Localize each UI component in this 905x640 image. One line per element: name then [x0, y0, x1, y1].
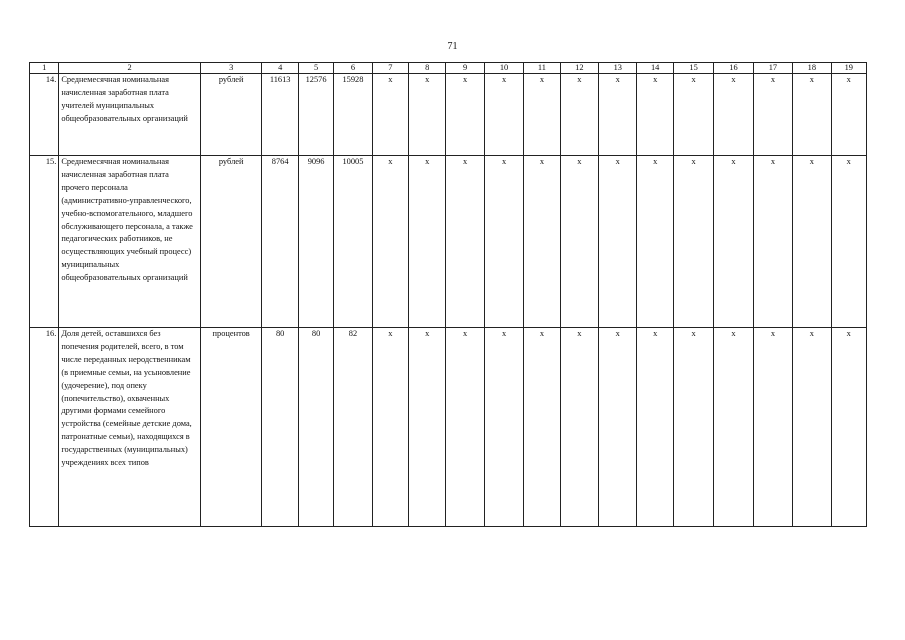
x-cell: x: [372, 74, 408, 156]
x-cell: x: [484, 328, 523, 527]
x-cell: x: [714, 328, 753, 527]
x-cell: x: [599, 328, 637, 527]
x-cell: x: [446, 74, 484, 156]
x-cell: x: [372, 328, 408, 527]
x-cell: x: [409, 328, 446, 527]
page-number: 71: [447, 41, 458, 52]
x-cell: x: [753, 74, 792, 156]
x-cell: x: [831, 156, 866, 328]
table-row: [30, 328, 867, 527]
x-cell: x: [753, 328, 792, 527]
x-cell: x: [599, 156, 637, 328]
table-row: [30, 156, 867, 328]
value-cell: 12576: [298, 74, 333, 156]
col-header-5: 5: [298, 63, 333, 74]
value-cell: 82: [334, 328, 372, 527]
x-cell: x: [637, 74, 673, 156]
col-header-7: 7: [372, 63, 408, 74]
value-cell: 10005: [334, 156, 372, 328]
indicator-name: Среднемесячная номинальная начисленная заработная плата учителей муниципальных общеобразовательных организаций: [59, 74, 201, 156]
col-header-9: 9: [446, 63, 484, 74]
value-cell: 80: [298, 328, 333, 527]
col-header-17: 17: [753, 63, 792, 74]
col-header-1: 1: [30, 63, 59, 74]
value-cell: 8764: [262, 156, 298, 328]
x-cell: x: [673, 74, 713, 156]
col-header-4: 4: [262, 63, 298, 74]
x-cell: x: [484, 156, 523, 328]
x-cell: x: [484, 74, 523, 156]
col-header-15: 15: [673, 63, 713, 74]
x-cell: x: [524, 328, 560, 527]
col-header-14: 14: [637, 63, 673, 74]
unit-cell: рублей: [200, 156, 262, 328]
value-cell: 11613: [262, 74, 298, 156]
x-cell: x: [793, 156, 831, 328]
col-header-18: 18: [793, 63, 831, 74]
x-cell: x: [831, 74, 866, 156]
x-cell: x: [409, 156, 446, 328]
value-cell: 15928: [334, 74, 372, 156]
x-cell: x: [560, 156, 598, 328]
col-header-3: 3: [200, 63, 262, 74]
x-cell: x: [714, 74, 753, 156]
value-cell: 9096: [298, 156, 333, 328]
x-cell: x: [637, 156, 673, 328]
col-header-19: 19: [831, 63, 866, 74]
x-cell: x: [673, 156, 713, 328]
indicator-name: Среднемесячная номинальная начисленная заработная плата прочего персонала (административно-управленческого, учебно-вспомогательного, младшего обслуживающего персонала, а также педагогических работников, не осуществляющих учебный процесс) муниципальных общеобразовательных организаций: [59, 156, 201, 328]
x-cell: x: [793, 74, 831, 156]
table-row: [30, 74, 867, 156]
col-header-11: 11: [524, 63, 560, 74]
x-cell: x: [560, 328, 598, 527]
x-cell: x: [637, 328, 673, 527]
x-cell: x: [673, 328, 713, 527]
col-header-8: 8: [409, 63, 446, 74]
unit-cell: рублей: [200, 74, 262, 156]
row-number: 16.: [30, 328, 59, 527]
col-header-10: 10: [484, 63, 523, 74]
header-row: [30, 63, 867, 74]
col-header-13: 13: [599, 63, 637, 74]
row-number: 14.: [30, 74, 59, 156]
col-header-6: 6: [334, 63, 372, 74]
x-cell: x: [524, 74, 560, 156]
col-header-16: 16: [714, 63, 753, 74]
x-cell: x: [599, 74, 637, 156]
col-header-2: 2: [59, 63, 201, 74]
x-cell: x: [714, 156, 753, 328]
x-cell: x: [753, 156, 792, 328]
x-cell: x: [524, 156, 560, 328]
col-header-12: 12: [560, 63, 598, 74]
row-number: 15.: [30, 156, 59, 328]
x-cell: x: [831, 328, 866, 527]
unit-cell: процентов: [200, 328, 262, 527]
indicator-name: Доля детей, оставшихся без попечения родителей, всего, в том числе переданных неродственникам (в приемные семьи, на усыновление (удочерение), под опеку (попечительство), охваченных другими формами семейного устройства (семейные детские дома, патронатные семьи), находящихся в государственных (муниципальных) учреждениях всех типов: [59, 328, 201, 527]
data-table: [29, 62, 867, 527]
x-cell: x: [446, 328, 484, 527]
value-cell: 80: [262, 328, 298, 527]
x-cell: x: [372, 156, 408, 328]
x-cell: x: [409, 74, 446, 156]
x-cell: x: [446, 156, 484, 328]
x-cell: x: [560, 74, 598, 156]
x-cell: x: [793, 328, 831, 527]
